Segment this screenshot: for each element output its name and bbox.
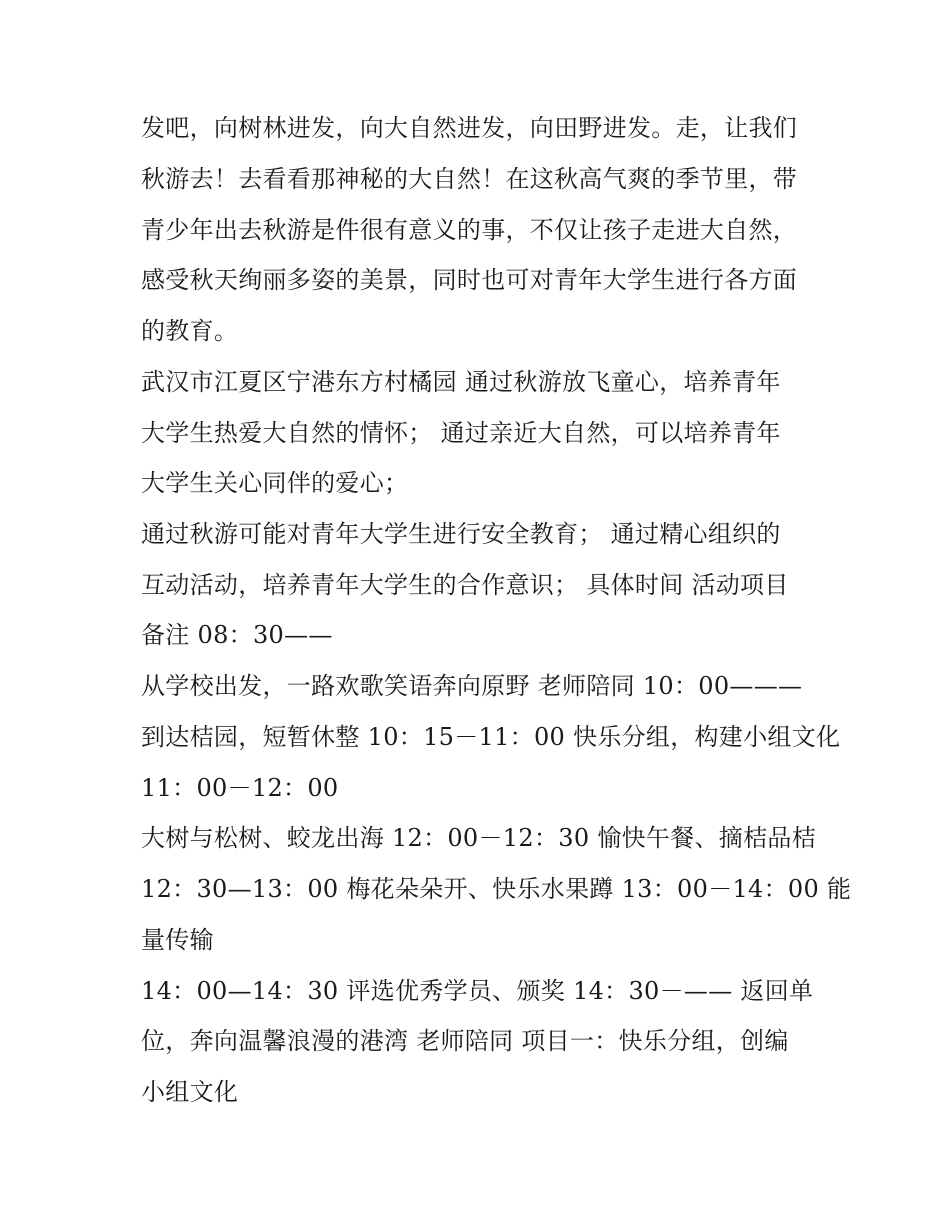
text-line: 互动活动，培养青年大学生的合作意识； 具体时间 活动项目 xyxy=(141,571,789,599)
text-line: 大树与松树、蛟龙出海 12：00－12：30 愉快午餐、摘桔品桔 xyxy=(141,824,817,852)
text-line: 青少年出去秋游是件很有意义的事，不仅让孩子走进大自然， xyxy=(141,216,798,244)
text-line: 11：00－12：00 xyxy=(141,774,339,802)
text-line: 量传输 xyxy=(141,926,214,954)
text-line: 备注 08：30—— xyxy=(141,621,333,649)
text-line: 秋游去！去看看那神秘的大自然！在这秋高气爽的季节里，带 xyxy=(141,165,798,193)
text-line: 小组文化 xyxy=(141,1078,239,1106)
text-line: 大学生热爱大自然的情怀； 通过亲近大自然，可以培养青年 xyxy=(141,419,781,447)
text-line: 大学生关心同伴的爱心； xyxy=(141,469,409,497)
text-line: 14：00—14：30 评选优秀学员、颁奖 14：30－—— 返回单 xyxy=(141,977,814,1005)
text-line: 到达桔园，短暂休整 10：15－11：00 快乐分组，构建小组文化 xyxy=(141,723,841,751)
text-line: 的教育。 xyxy=(141,317,239,345)
text-line: 从学校出发，一路欢歌笑语奔向原野 老师陪同 10：00——— xyxy=(141,672,803,700)
text-line: 通过秋游可能对青年大学生进行安全教育； 通过精心组织的 xyxy=(141,520,781,548)
text-line: 12：30—13：00 梅花朵朵开、快乐水果蹲 13：00－14：00 能 xyxy=(141,875,852,903)
text-line: 位，奔向温馨浪漫的港湾 老师陪同 项目一：快乐分组，创编 xyxy=(141,1027,789,1055)
text-line: 感受秋天绚丽多姿的美景，同时也可对青年大学生进行各方面 xyxy=(141,266,798,294)
text-line: 发吧，向树林进发，向大自然进发，向田野进发。走，让我们 xyxy=(141,114,798,142)
text-line: 武汉市江夏区宁港东方村橘园 通过秋游放飞童心，培养青年 xyxy=(141,368,781,396)
